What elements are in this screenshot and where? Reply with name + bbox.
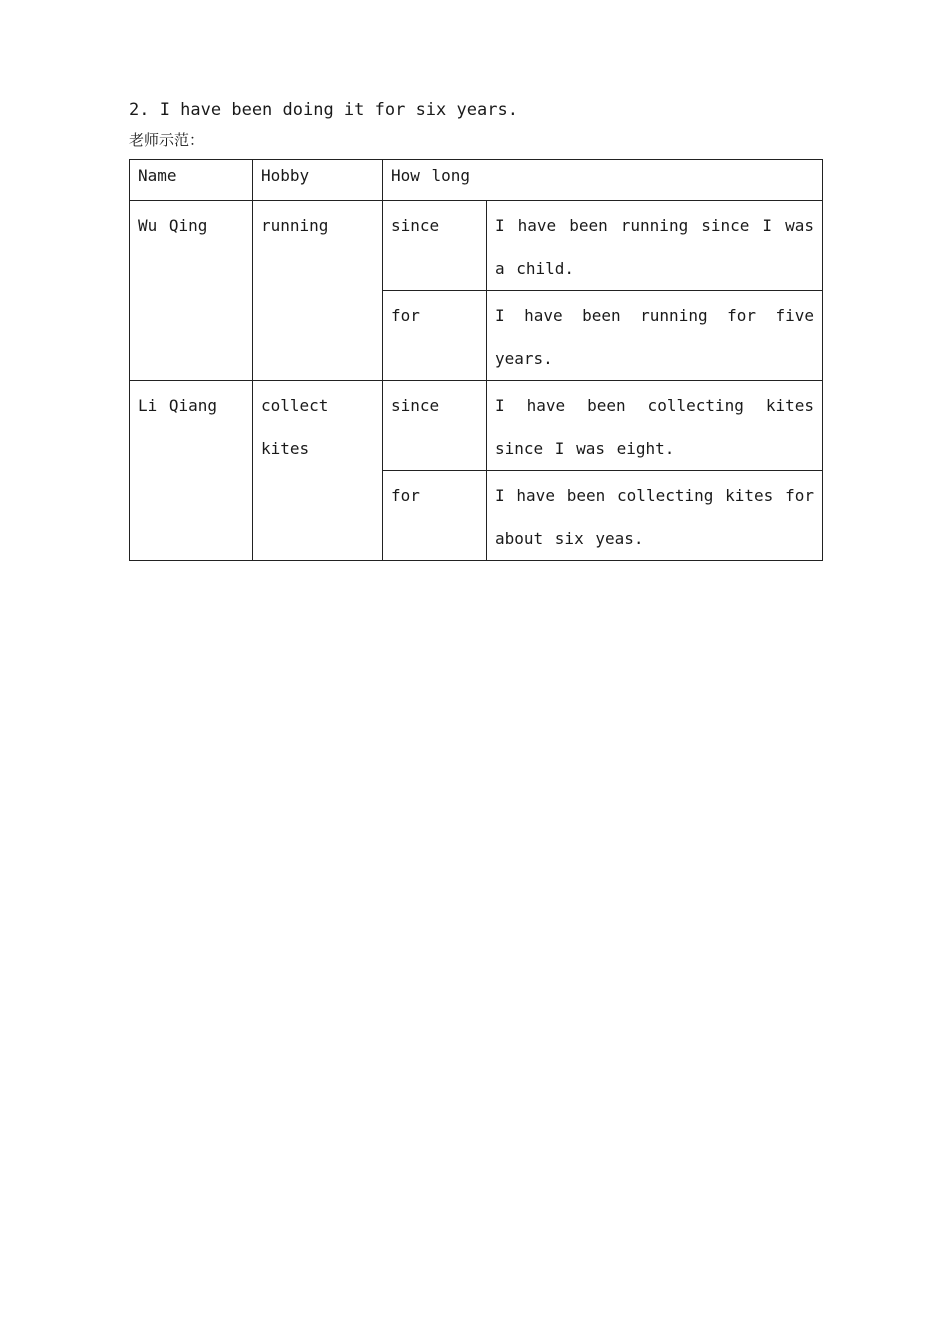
- header-how-long: How long: [383, 160, 823, 201]
- cell-time-word: since: [383, 381, 487, 471]
- header-hobby: Hobby: [253, 160, 383, 201]
- teacher-demo-label: 老师示范：: [129, 131, 205, 149]
- cell-hobby: collect kites: [253, 381, 383, 561]
- exercise-heading: 2. I have been doing it for six years.: [129, 100, 518, 120]
- cell-time-word: for: [383, 471, 487, 561]
- cell-time-word: since: [383, 201, 487, 291]
- cell-name: Li Qiang: [130, 381, 253, 561]
- cell-sentence: I have been collecting kites since I was eight.: [487, 381, 823, 471]
- table-row: [130, 201, 823, 291]
- table-row: [130, 381, 823, 471]
- table-header-row: [130, 160, 823, 201]
- cell-sentence: I have been running since I was a child.: [487, 201, 823, 291]
- cell-hobby: running: [253, 201, 383, 381]
- cell-time-word: for: [383, 291, 487, 381]
- cell-sentence: I have been collecting kites for about six yeas.: [487, 471, 823, 561]
- cell-name: Wu Qing: [130, 201, 253, 381]
- hobby-table: [129, 159, 823, 561]
- header-name: Name: [130, 160, 253, 201]
- cell-sentence: I have been running for five years.: [487, 291, 823, 381]
